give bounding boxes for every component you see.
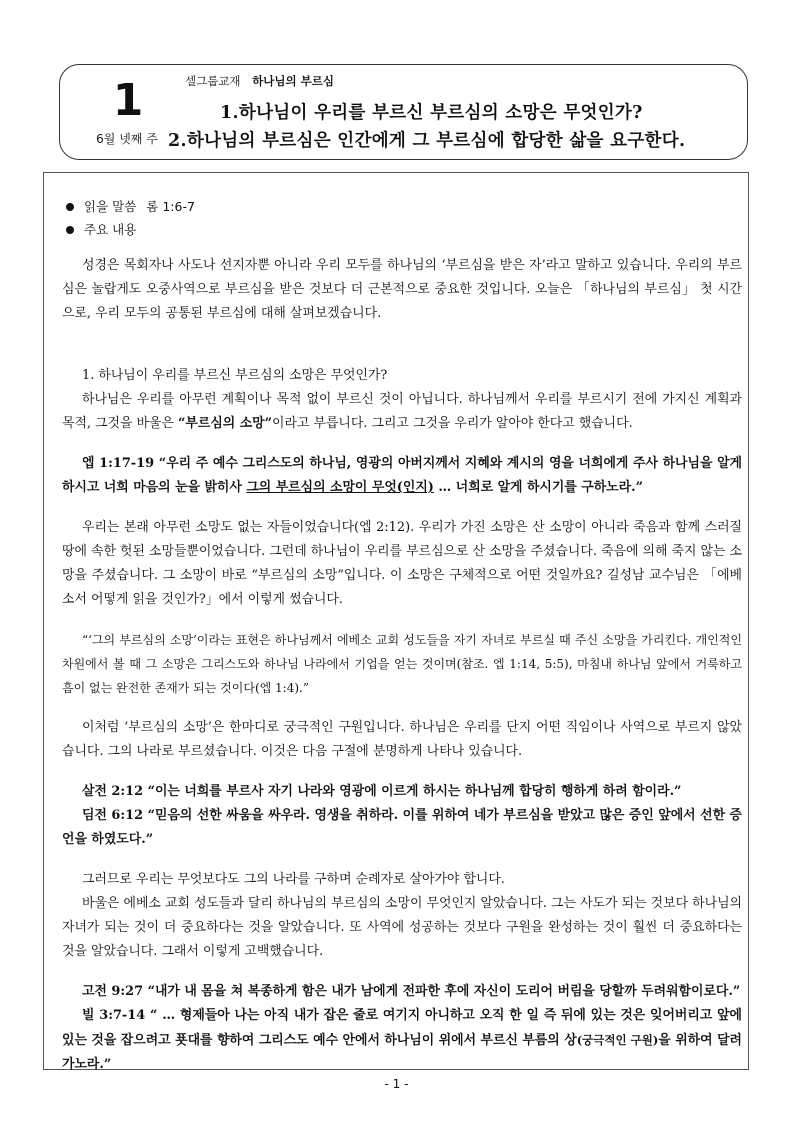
timothy-verse (62, 804, 742, 852)
bullet-icon (66, 203, 74, 211)
reading-label: 읽을 말씀 (84, 198, 137, 214)
section1-text-a: 하나님은 우리를 아무런 계획이나 목적 없이 부르신 것이 아닙니다. 하나님께서 우리를 부르시기 전에 가지신 계획과 목적, 그것을 바울은 (62, 392, 742, 431)
reading-row (62, 195, 742, 218)
thess-text: “이는 너희를 부르사 자기 나라와 영광에 이르게 하시는 하나님께 합당히 행하게 하려 함이라.” (147, 784, 682, 799)
phil-text-b: (궁극적인 구원) (576, 1033, 659, 1047)
corinthians-verse (62, 980, 742, 1004)
series-info (185, 73, 334, 89)
citation-paragraph: “‘그의 부르심의 소망’이라는 표현은 하나님께서 에베소 교회 성도들을 자기 자녀로 부르실 때 주신 소망을 가리킨다. 개인적인 차원에서 볼 때 그 소망은 그리스도와 하나님 나라에서 기업을 얻는 것이며(참조. 엡 1:14, 5:5), 마침내 하나님 앞에서 거룩하고 흠이 없는 완전한 존재가 되는 것이다(엡 1:4).” (62, 633, 742, 695)
section1-text-c: 이라고 부릅니다. 그리고 그것을 우리가 알아야 한다고 했습니다. (272, 416, 633, 431)
reading-value: 롬 1:6-7 (146, 198, 195, 214)
phil-text-c: 을 위하여 달려가노라.” (62, 1033, 742, 1072)
lesson-number: 1 (112, 75, 144, 126)
section1-paragraph (62, 388, 742, 436)
eph-text-c: … 너희로 알게 하시기를 구하노라.” (433, 480, 643, 495)
eph-text-b: 그의 부르심의 소망이 무엇(인지) (246, 480, 434, 495)
thessalonians-verse (62, 780, 742, 804)
phil-text-a: “ … 형제들아 나는 아직 내가 잡은 줄로 여기지 아니하고 오직 한 일 즉 뒤에 있는 것은 잊어버리고 앞에 있는 것을 잡으려고 푯대를 향하여 그리스도 예수 안에서 하나님이 위에서 부르신 부름의 상 (62, 1008, 742, 1048)
section-heading: 1. 하나님이 우리를 부르신 부르심의 소망은 무엇인가? (82, 368, 388, 383)
intro-paragraph: 성경은 목회자나 사도나 선지자뿐 아니라 우리 모두를 하나님의 ‘부르심을 받은 자’라고 말하고 있습니다. 우리의 부르심은 놀랍게도 오중사역으로 부르심을 받은 것보다 더 근본적으로 중요한 것입니다. 오늘은 「하나님의 부르심」 첫 시간으로, 우리 모두의 공통된 부르심에 대해 살펴보겠습니다. (62, 258, 742, 321)
paul-paragraph: 바울은 에베소 교회 성도들과 달리 하나님의 부르심의 소망이 무엇인지 알았습니다. 그는 사도가 되는 것보다 하나님의 자녀가 되는 것이 더 중요하다는 것을 알았습니다. 또 사역에 성공하는 것보다 구원을 완성하는 것이 훨씬 더 중요하다는 것을 알았습니다. 그래서 이렇게 고백했습니다. (62, 896, 742, 959)
content-body (62, 195, 742, 1077)
bullet-icon (66, 226, 74, 234)
salvation-paragraph: 이처럼 ‘부르심의 소망’은 한마디로 궁극적인 구원입니다. 하나님은 우리를 단지 어떤 직임이나 사역으로 부르지 않았습니다. 그의 나라로 부르셨습니다. 이것은 다음 구절에 분명하게 나타나 있습니다. (62, 720, 742, 759)
phil-ref: 빌 3:7-14 (82, 1008, 146, 1023)
philippians-verse (62, 1004, 742, 1077)
section1-text-b: “부르심의 소망” (178, 416, 273, 431)
cor-text: “내가 내 몸을 쳐 복종하게 함은 내가 남에게 전파한 후에 자신이 도리어 버림을 당할까 두려워함이로다.” (147, 984, 741, 999)
series-title: 하나님의 부르심 (252, 74, 334, 88)
week-label: 6월 넷째 주 (96, 132, 158, 146)
main-content-row (62, 218, 742, 241)
cor-ref: 고전 9:27 (82, 984, 144, 999)
hope-paragraph: 우리는 본래 아무런 소망도 없는 자들이었습니다(엡 2:12). 우리가 가진 소망은 산 소망이 아니라 죽음과 함께 스러질 땅에 속한 헛된 소망들뿐이었습니다. 그런데 하나님이 우리를 부르심으로 산 소망을 주셨습니다. 죽음에 의해 죽지 않는 소망을 주셨습니다. 그 소망이 바로 “부르심의 소망”입니다. 이 소망은 구체적으로 어떤 것일까요? 길성남 교수님은 「에베소서 어떻게 읽을 것인가?」에서 이렇게 썼습니다. (62, 520, 742, 607)
lesson-header (59, 64, 748, 160)
content-box (43, 172, 749, 1070)
ephesians-verse (62, 452, 742, 500)
main-content-label: 주요 내용 (84, 221, 137, 237)
series-label: 셀그룹교재 (185, 74, 241, 88)
thess-ref: 살전 2:12 (82, 784, 144, 799)
tim-text: “믿음의 선한 싸움을 싸우라. 영생을 취하라. 이를 위하여 네가 부르심을 받았고 많은 증인 앞에서 선한 증언을 하였도다.” (62, 808, 742, 847)
lesson-title-1: 1.하나님이 우리를 부르신 부르심의 소망은 무엇인가? (220, 103, 643, 123)
lesson-title-2: 2.하나님의 부르심은 인간에게 그 부르심에 합당한 삶을 요구한다. (168, 131, 686, 151)
eph-text-a: “우리 주 예수 그리스도의 하나님, 영광의 아버지께서 지혜와 계시의 영을 너희에게 주사 하나님을 알게 하시고 너희 마음의 눈을 밝히사 (62, 456, 742, 495)
eph-ref: 엡 1:17-19 (82, 456, 155, 471)
pilgrim-line: 그러므로 우리는 무엇보다도 그의 나라를 구하며 순례자로 살아가야 합니다. (82, 872, 505, 887)
page-number: - 1 - (384, 1077, 409, 1091)
tim-ref: 딤전 6:12 (82, 808, 144, 823)
